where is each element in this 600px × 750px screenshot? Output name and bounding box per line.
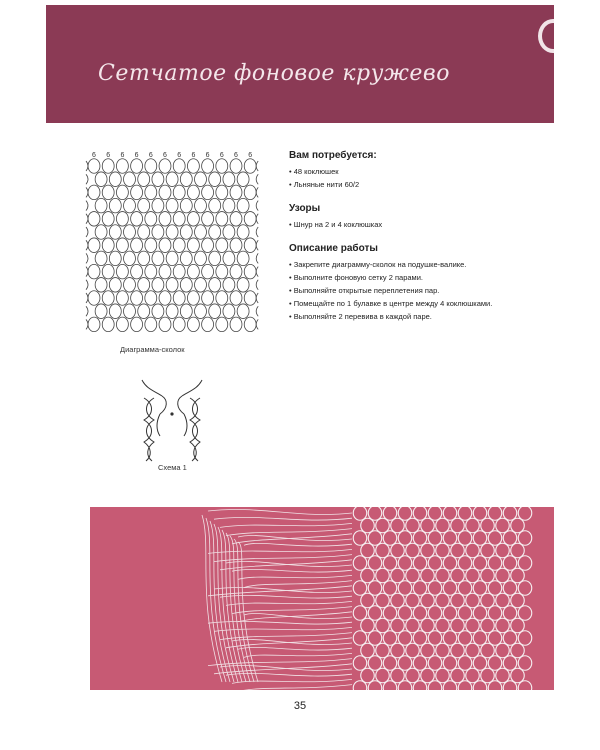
scheme-drawing bbox=[132, 378, 212, 462]
header-banner bbox=[46, 5, 554, 123]
diagram-top-label: 6 bbox=[106, 152, 111, 159]
list-item: • Льняные нити 60/2 bbox=[289, 178, 549, 191]
diagram-top-label: 6 bbox=[92, 152, 96, 159]
description-list bbox=[289, 258, 549, 323]
diagram-top-label: 6 bbox=[163, 152, 167, 159]
diagram-top-label: 6 bbox=[148, 152, 153, 159]
list-item: • Закрепите диаграмму-сколок на подушке-валике. bbox=[289, 258, 549, 271]
diagram-top-label: 6 bbox=[205, 152, 210, 159]
page-number: 35 bbox=[293, 700, 307, 712]
description-heading: Описание работы bbox=[289, 243, 378, 254]
diagram-top-label: 6 bbox=[120, 152, 125, 159]
list-item: • Выполните фоновую сетку 2 парами. bbox=[289, 271, 549, 284]
diagram-top-label: 6 bbox=[191, 152, 196, 159]
list-item: • Шнур на 2 и 4 коклюшках bbox=[289, 218, 549, 231]
list-item: • Выполняйте открытые переплетения пар. bbox=[289, 284, 549, 297]
diagram-top-label: 6 bbox=[177, 152, 182, 159]
patterns-list bbox=[289, 218, 549, 231]
list-item: • Помещайте по 1 булавке в центре между 4 коклюшками. bbox=[289, 297, 549, 310]
list-item: • Выполняйте 2 перевива в каждой паре. bbox=[289, 310, 549, 323]
list-item: • 48 коклюшек bbox=[289, 165, 549, 178]
lace-photo-drawing bbox=[90, 507, 554, 690]
diagram-top-label: 6 bbox=[248, 152, 253, 159]
scheme-caption: Схема 1 bbox=[158, 463, 187, 472]
corner-ornament bbox=[538, 19, 554, 53]
instructions-panel bbox=[289, 150, 549, 335]
materials-list bbox=[289, 165, 549, 191]
materials-heading: Вам потребуется: bbox=[289, 150, 377, 161]
diagram-top-label: 6 bbox=[234, 152, 238, 159]
pricking-diagram bbox=[82, 148, 272, 338]
diagram-caption: Диаграмма-сколок bbox=[120, 345, 185, 354]
diagram-top-label: 6 bbox=[134, 152, 139, 159]
lace-photo bbox=[90, 507, 554, 690]
diagram-top-label: 6 bbox=[219, 152, 224, 159]
page-title: Сетчатое фоновое кружево bbox=[98, 61, 450, 86]
patterns-heading: Узоры bbox=[289, 203, 321, 214]
